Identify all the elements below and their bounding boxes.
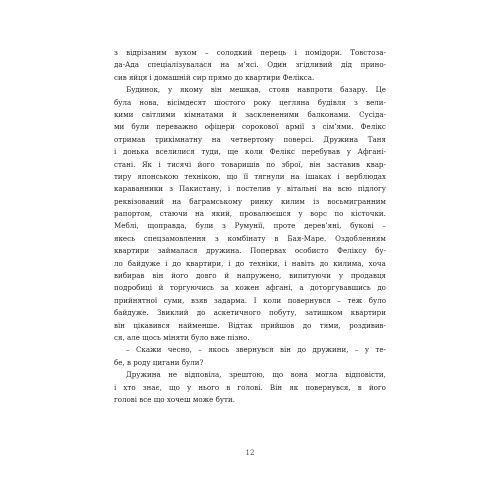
text-line: ло байдуже і до квартири, і до техніки, і навіть до килима, хоча (114, 258, 386, 268)
text-line: подробиці й торгуючись за кожен афгані, а доторгувавшись до (114, 283, 386, 293)
text-line: з відрізаним вухом – солодкий перець і помідори. Товстоза- (114, 48, 386, 57)
text-line: і хто знає, що у нього в голові. Він як повернувся, в його (114, 382, 386, 392)
text-line: і донька вселилися туди, ще коли Фелікс перебував у Афгані- (114, 147, 386, 157)
text-line: караванники з Пакистану, і постелив у вітальні на всю підлогу (114, 184, 386, 194)
text-line: кими світлими кімнатами й засклененими балконами. Сусіда- (114, 109, 386, 119)
text-line: квартири займалася дружина. Поперваx особисто Феліксу бу- (114, 246, 386, 256)
text-line: отримав трикімнатну на четвертому поверсі. Дружина Таня (114, 134, 386, 144)
text-line: рапортом, стаючи на який, провалюєшся у ворс по кісточки. (114, 209, 386, 219)
text-line: байдуже. Звиклий до аскетичного побуту, затишком квартири (114, 308, 386, 318)
text-line: Будинок, у якому він мешкав, стояв навпроти базару. Це (126, 85, 386, 95)
text-line: була нова, вісімдесят шостого року цегляна будівля з вели- (114, 97, 386, 107)
text-line: ся, але щось міняти було вже пізно. (114, 332, 250, 342)
text-line: він цікавився найменше. Відтак прийшов до тями, роздивив- (114, 320, 386, 330)
text-line: реквізований на баграмському ринку килим із восьмигранним (114, 196, 386, 206)
text-line: бе, в роду цигани були? (114, 357, 204, 367)
text-line: ми були переважно офіцери сорокової армії з сім’ями. Фелікс (114, 122, 386, 132)
text-line: – Скажи чесно, – якось звернувся він до дружини, – у те- (126, 345, 386, 355)
text-line: вибирав він його довго й напружено, випитуючи у продавця (114, 271, 386, 281)
text-line: тиру японською технікою, що її тягнули на ішаках і верблюдах (114, 171, 386, 181)
text-line: сив яйця і домашній сир прямо до квартири Фелікса. (114, 72, 315, 82)
text-line: Меблі, щоправда, були з Румунії, проте дерев’яні, букові – (114, 221, 386, 231)
page-number: 12 (245, 449, 255, 457)
text-line: прийнятної суми, взяв задарма. І коли повернувся – теж було (114, 295, 386, 305)
text-line: стані. Як і тисячі його товаришів по зброї, він заставив квар- (114, 159, 386, 169)
text-line: Дружина не відповіла, зрештою, що вона могла відповісти, (126, 370, 386, 380)
text-line: якесь спецзамовлення з комбінату в Бая-Маре. Оздобленням (114, 233, 386, 243)
text-line: да-Ада спеціалізувалася на м’ясі. Один згідливий дід прино- (114, 60, 386, 70)
body-text (114, 47, 386, 406)
text-line: голові все що хочеш може бути. (114, 394, 235, 404)
